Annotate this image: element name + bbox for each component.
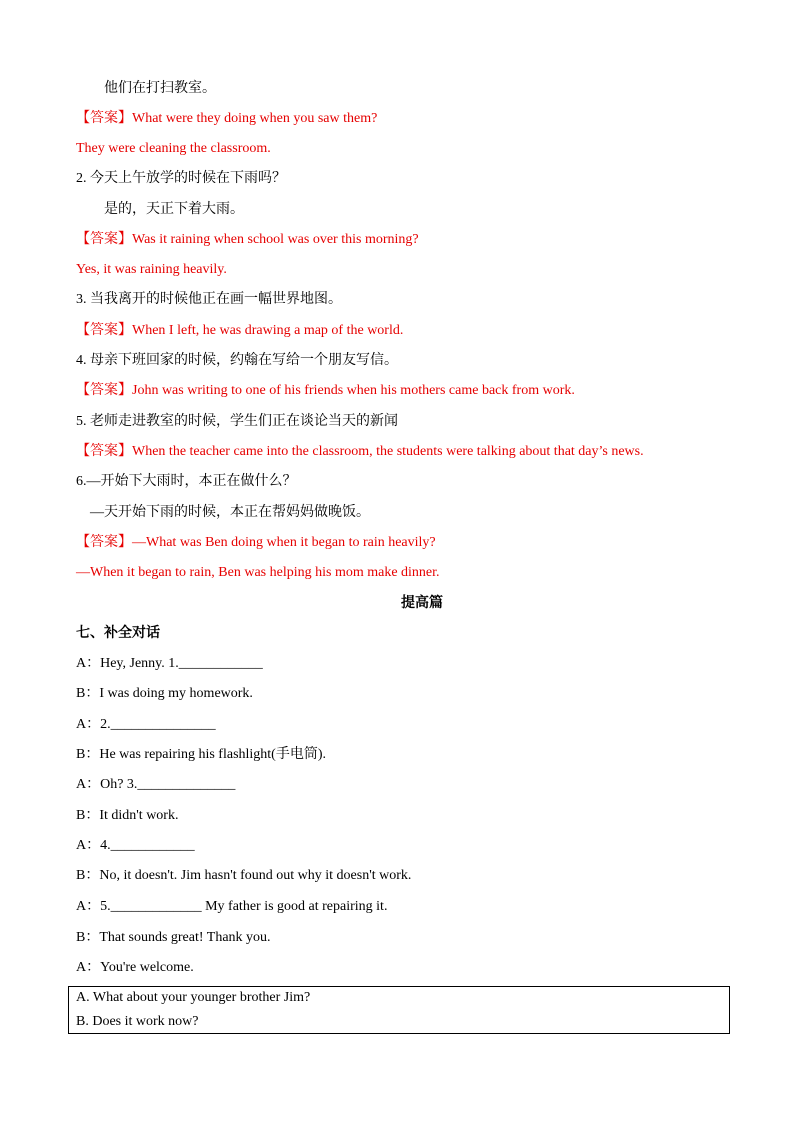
- q1-answer-line: [76, 110, 377, 128]
- q2-answer-line-2: Yes, it was raining heavily.: [76, 262, 227, 277]
- q3-answer-line: [76, 322, 403, 340]
- q2-chinese-question: 2. 今天上午放学的时候在下雨吗？: [76, 171, 286, 186]
- options-box: [68, 986, 730, 1034]
- dialogue-line: A：5._____________ My father is good at repairing it.: [76, 899, 388, 914]
- answer-text: John was writing to one of his friends when his mothers came back from work.: [132, 383, 575, 398]
- answer-text: Was it raining when school was over this morning?: [132, 232, 419, 247]
- q2-chinese-answer: 是的，天正下着大雨。: [104, 202, 244, 217]
- answer-label: 【答案】: [76, 111, 132, 126]
- q1-answer-line-2: They were cleaning the classroom.: [76, 141, 271, 156]
- dialogue-line: B：It didn't work.: [76, 808, 179, 823]
- q3-chinese: 3. 当我离开的时候他正在画一幅世界地图。: [76, 292, 342, 307]
- dialogue-line: A：Oh? 3.______________: [76, 777, 236, 792]
- section-title: 提高篇: [401, 596, 443, 611]
- dialogue-line: B：He was repairing his flashlight(手电筒).: [76, 747, 327, 762]
- q4-chinese: 4. 母亲下班回家的时候，约翰在写给一个朋友写信。: [76, 353, 398, 368]
- dialogue-line: A：You're welcome.: [76, 960, 194, 975]
- answer-label: 【答案】: [76, 444, 132, 459]
- q5-chinese: 5. 老师走进教室的时候，学生们正在谈论当天的新闻: [76, 414, 398, 429]
- answer-label: 【答案】: [76, 232, 132, 247]
- q2-answer-line: [76, 231, 419, 249]
- dialogue-line: A：Hey, Jenny. 1.____________: [76, 656, 263, 671]
- answer-label: 【答案】: [76, 383, 132, 398]
- q6-chinese-question: 6.—开始下大雨时，本正在做什么？: [76, 474, 297, 489]
- answer-text: When I left, he was drawing a map of the world.: [132, 323, 404, 338]
- q1-chinese-answer: 他们在打扫教室。: [104, 81, 216, 96]
- dialogue-line: B：No, it doesn't. Jim hasn't found out why it doesn't work.: [76, 868, 412, 883]
- dialogue-line: A：4.____________: [76, 838, 195, 853]
- q6-answer-line-2: —When it began to rain, Ben was helping his mom make dinner.: [76, 565, 440, 580]
- section-heading: 七、补全对话: [76, 626, 160, 641]
- answer-text: —What was Ben doing when it began to rain heavily?: [132, 535, 436, 550]
- answer-label: 【答案】: [76, 535, 132, 550]
- q5-answer-line: [76, 443, 644, 461]
- q4-answer-line: [76, 382, 575, 400]
- dialogue-line: B：I was doing my homework.: [76, 686, 253, 701]
- q6-answer-line: [76, 534, 436, 552]
- dialogue-line: A：2._______________: [76, 717, 216, 732]
- answer-label: 【答案】: [76, 323, 132, 338]
- answer-text: When the teacher came into the classroom, the students were talking about that day’s news.: [132, 444, 644, 459]
- option-item: B. Does it work now?: [76, 1014, 199, 1029]
- option-item: A. What about your younger brother Jim?: [76, 990, 311, 1005]
- q6-chinese-answer: —天开始下雨的时候，本正在帮妈妈做晚饭。: [90, 505, 370, 520]
- answer-text: What were they doing when you saw them?: [132, 111, 378, 126]
- dialogue-line: B：That sounds great! Thank you.: [76, 930, 271, 945]
